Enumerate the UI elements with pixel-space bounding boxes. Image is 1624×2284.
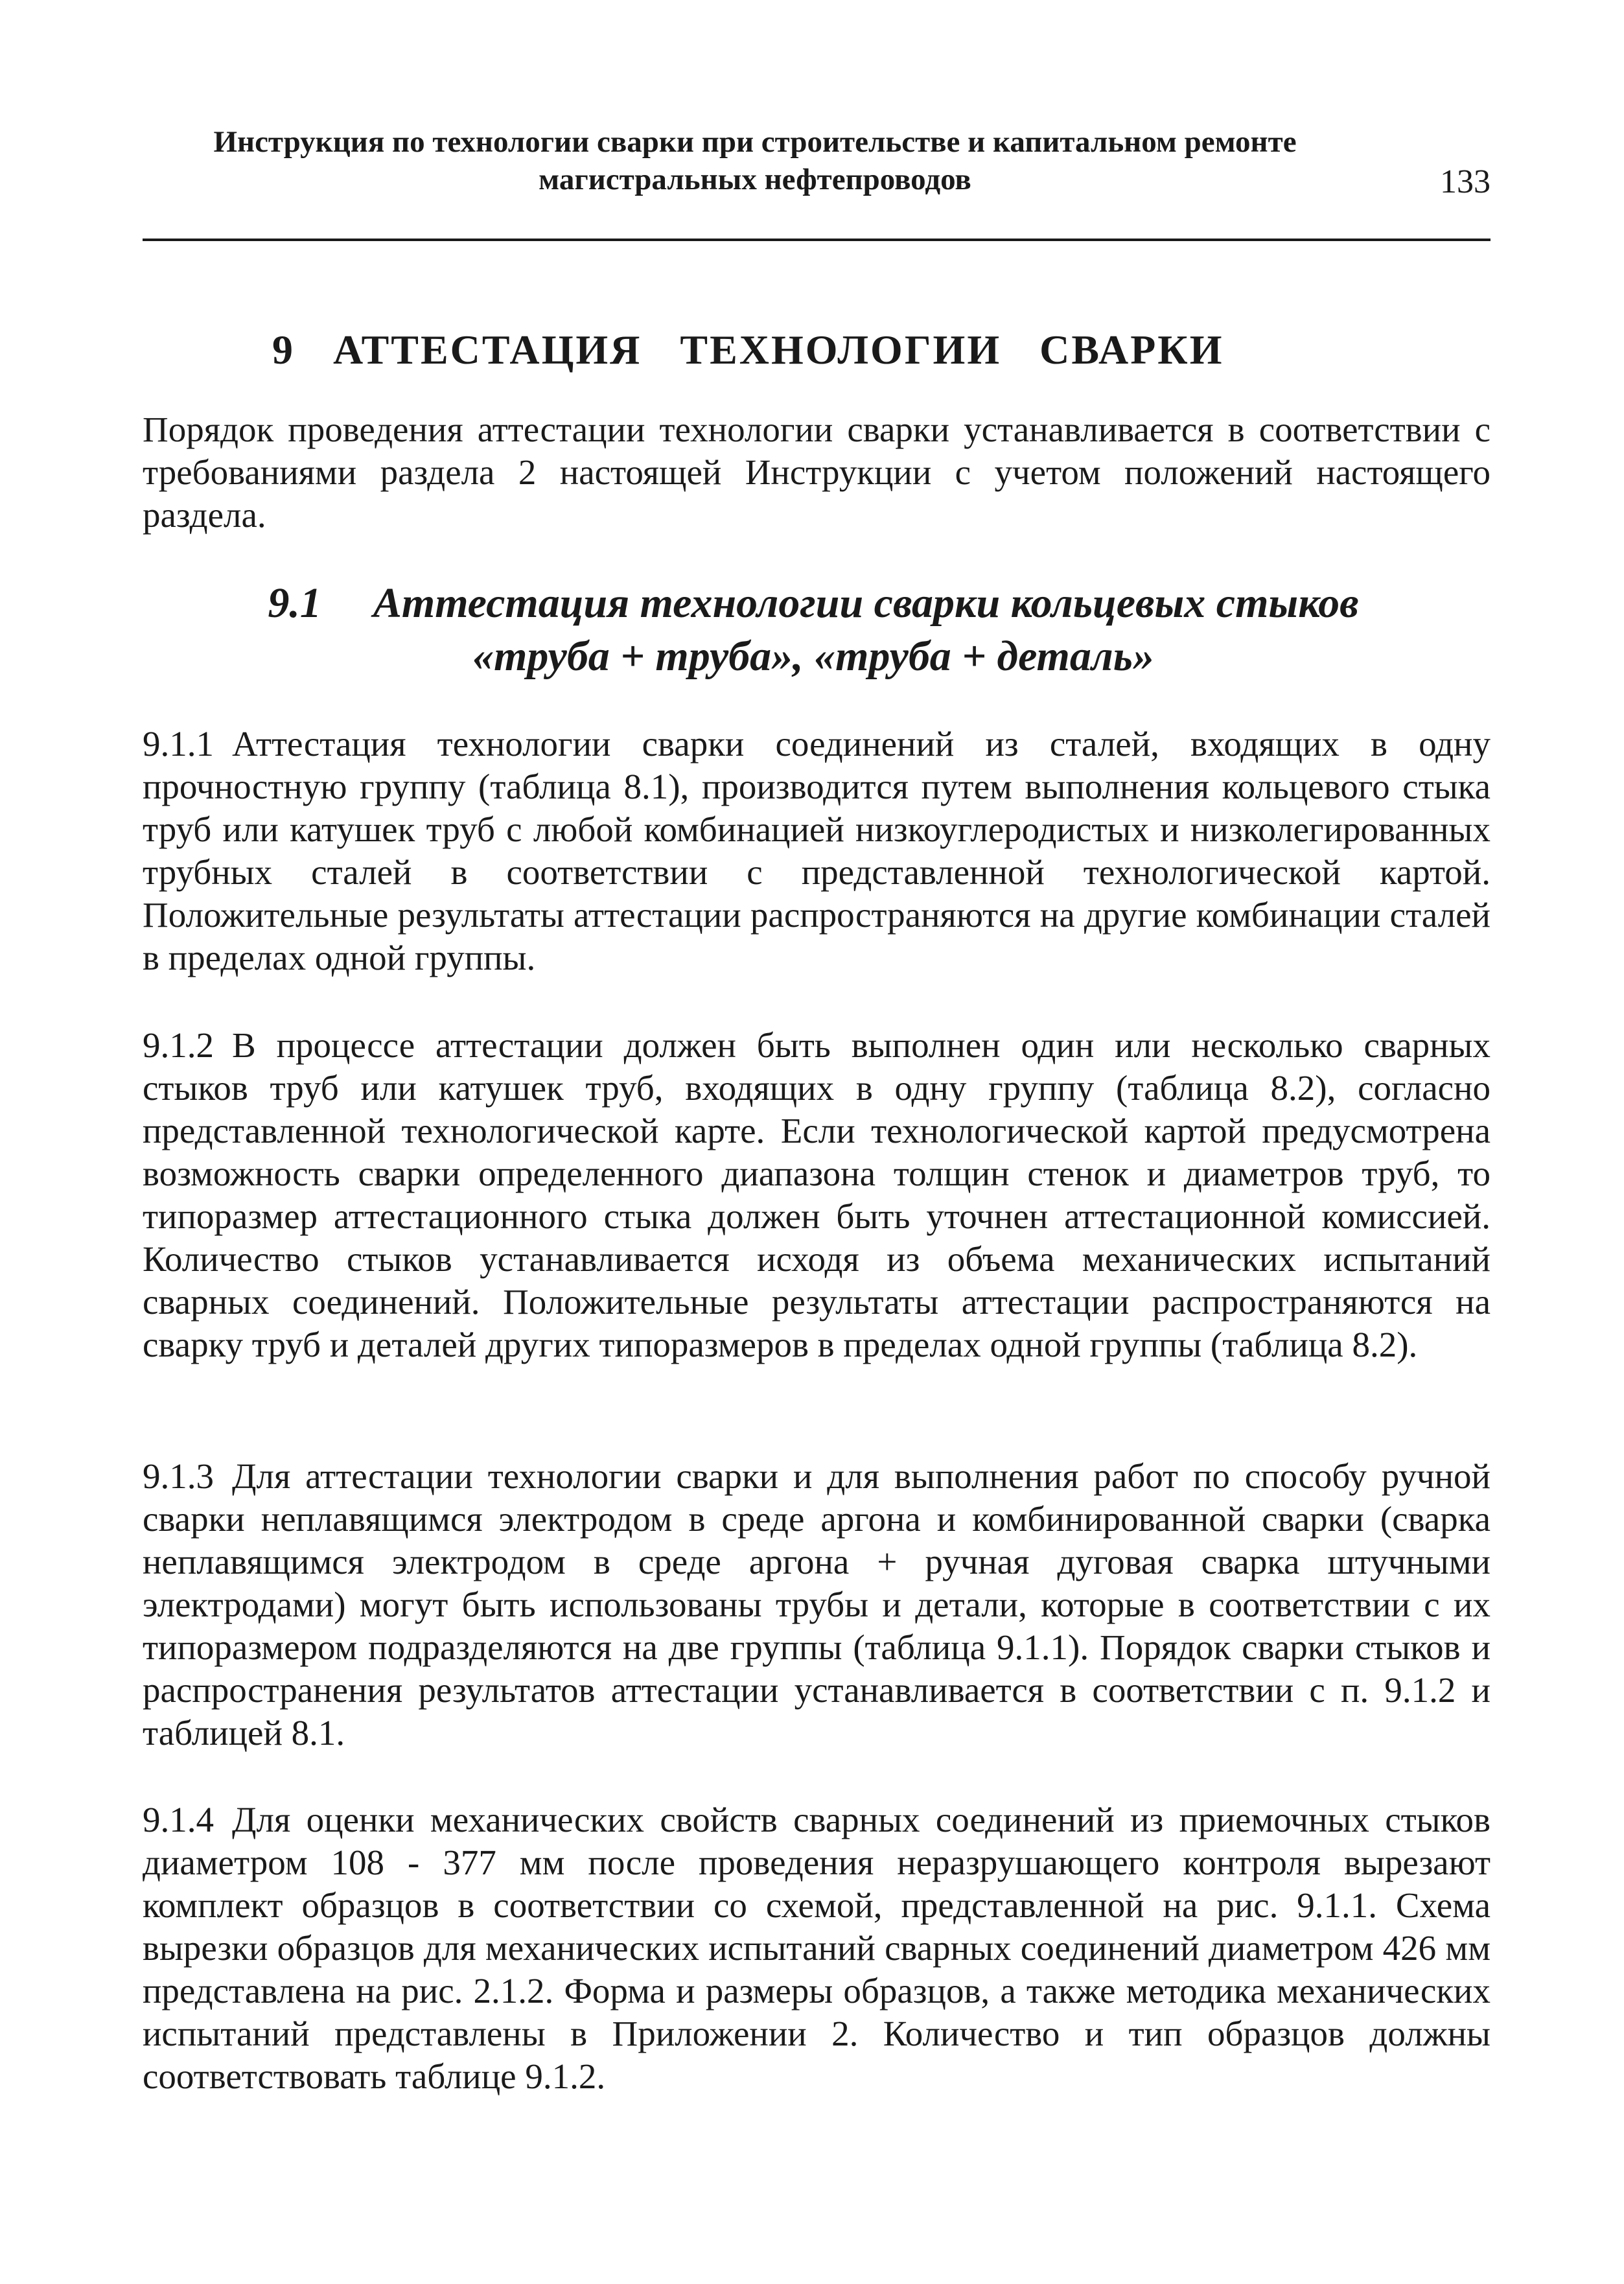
paragraph-9-1-1: [143, 723, 1491, 979]
section-heading: [272, 324, 1224, 376]
paragraph-number: 9.1.3: [143, 1456, 214, 1496]
paragraph-text: Для оценки механических свойств сварных соединений из приемочных стыков диаметром 108 - 377 мм после проведения неразрушающего контроля вырезают комплект образцов в соответствии со схемой, представленной на рис. 9.1.1. Схема вырезки образцов для механических испытаний сварных соединений диаметром 426 мм представлена на рис. 2.1.2. Форма и размеры образцов, а также методика механических испытаний представлены в Приложении 2. Количество и тип образцов должны соответствовать таблице 9.1.2.: [143, 1800, 1491, 2096]
page-header: [143, 123, 1491, 198]
paragraph-text: Для аттестации технологии сварки и для выполнения работ по способу ручной сварки неплавящимся электродом в среде аргона и комбинированной сварки (сварка неплавящимся электродом в среде аргона + ручная дуговая сварка штучными электродами) могут быть использованы трубы и детали, которые в соответствии с их типоразмером подразделяются на две группы (таблица 9.1.1). Порядок сварки стыков и распространения результатов аттестации устанавливается в соответствии с п. 9.1.2 и таблицей 8.1.: [143, 1456, 1491, 1753]
running-header-line-1: Инструкция по технологии сварки при строительстве и капитальном ремонте: [213, 125, 1297, 159]
page-number: 133: [1440, 163, 1491, 200]
subsection-number: 9.1: [268, 579, 321, 627]
running-header-title: [143, 123, 1367, 198]
subsection-title-line-1: Аттестация технологии сварки кольцевых стыков: [373, 579, 1359, 627]
paragraph-9-1-3: [143, 1455, 1491, 1754]
paragraph-text: Аттестация технологии сварки соединений из сталей, входящих в одну прочностную группу (таблица 8.1), производится путем выполнения кольцевого стыка труб или катушек труб с любой комбинацией низкоуглеродистых и низколегированных трубных сталей в соответствии с представленной технологической картой. Положительные результаты аттестации распространяются на другие комбинации сталей в пределах одной группы.: [143, 724, 1491, 977]
paragraph-number: 9.1.1: [143, 724, 214, 763]
section-intro: Порядок проведения аттестации технологии сварки устанавливается в соответствии с требованиями раздела 2 настоящей Инструкции с учетом положений настоящего раздела.: [143, 410, 1491, 535]
subsection-heading-line-1: [194, 577, 1432, 630]
header-divider: [143, 239, 1491, 241]
paragraph-number: 9.1.2: [143, 1025, 214, 1065]
section-number: 9: [272, 327, 295, 373]
paragraph-number: 9.1.4: [143, 1800, 214, 1839]
paragraph-9-1-2: [143, 1024, 1491, 1366]
paragraph-9-1-4: [143, 1799, 1491, 2098]
section-title: АТТЕСТАЦИЯ ТЕХНОЛОГИИ СВАРКИ: [333, 327, 1224, 373]
paragraph-text: В процессе аттестации должен быть выполнен один или несколько сварных стыков труб или катушек труб, входящих в одну группу (таблица 8.2), согласно представленной технологической карте. Если технологической картой предусмотрена возможность сварки определенного диапазона толщин стенок и диаметров труб, то типоразмер аттестационного стыка должен быть уточнен аттестационной комиссией. Количество стыков устанавливается исходя из объема механических испытаний сварных соединений. Положительные результаты аттестации распространяются на сварку труб и деталей других типоразмеров в пределах одной группы (таблица 8.2).: [143, 1025, 1491, 1364]
running-header-line-2: магистральных нефтепроводов: [539, 163, 971, 196]
subsection-title-line-2: «труба + труба», «труба + деталь»: [472, 633, 1154, 680]
subsection-heading: [194, 577, 1432, 683]
